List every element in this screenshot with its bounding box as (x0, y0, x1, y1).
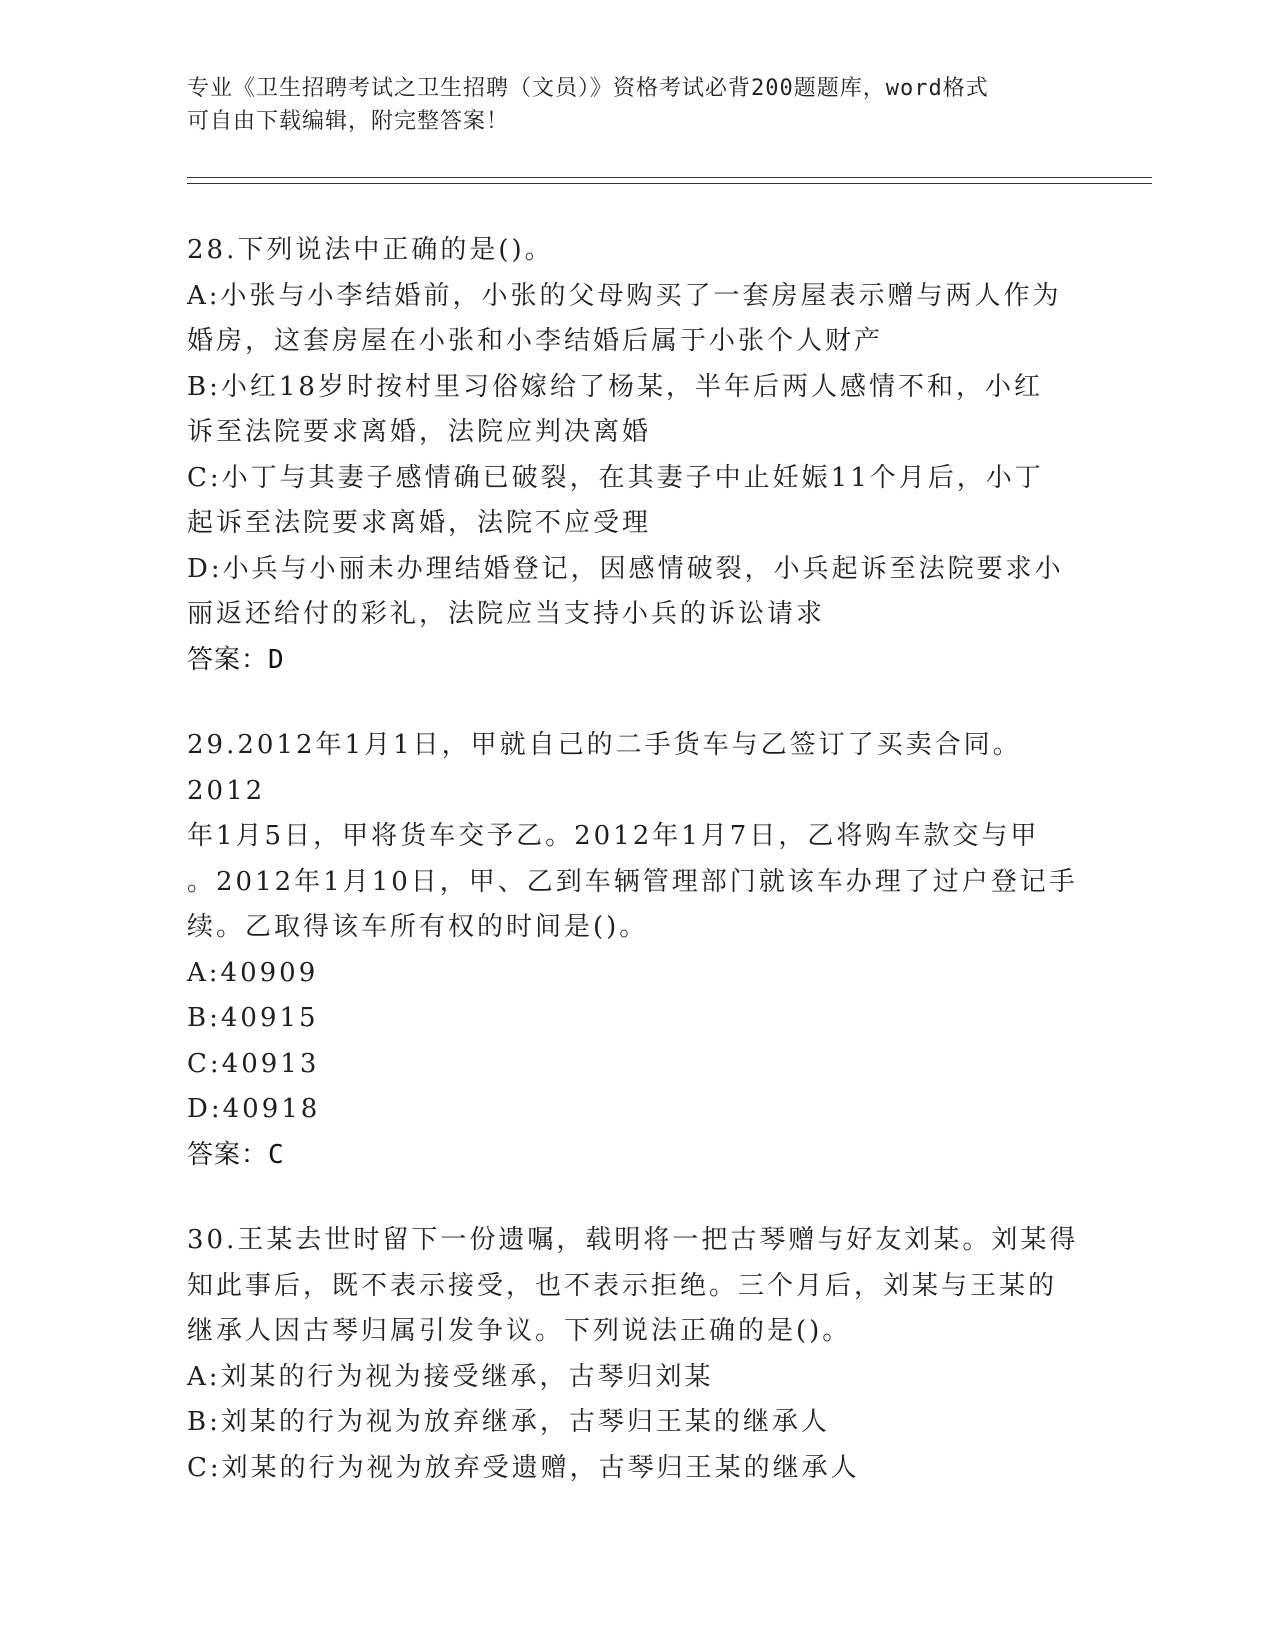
question-stem-continued: 继承人因古琴归属引发争议。下列说法正确的是()。 (187, 1316, 852, 1346)
option-a-continued: 婚房，这套房屋在小张和小李结婚后属于小张个人财产 (187, 326, 884, 356)
question-stem: 29.2012年1月1日，甲就自己的二手货车与乙签订了买卖合同。2012 (187, 730, 1022, 806)
question-29 (187, 723, 1087, 1178)
answer-label: 答案：D (187, 644, 285, 675)
option-c: C:刘某的行为视为放弃受遗赠，古琴归王某的继承人 (187, 1452, 860, 1483)
question-28 (187, 228, 1087, 683)
question-stem: 28.下列说法中正确的是()。 (187, 235, 554, 265)
option-d: D:40918 (187, 1094, 321, 1124)
question-list (187, 228, 1087, 1531)
option-a: A:刘某的行为视为接受继承，古琴归刘某 (187, 1361, 714, 1392)
question-stem: 30.王某去世时留下一份遗嘱，载明将一把古琴赠与好友刘某。刘某得 (187, 1225, 1079, 1255)
header-line-1: 专业《卫生招聘考试之卫生招聘（文员）》资格考试必背200题题库，word格式 (187, 76, 989, 101)
question-stem-continued: 续。乙取得该车所有权的时间是()。 (187, 912, 649, 942)
option-b: B:小红18岁时按村里习俗嫁给了杨某，半年后两人感情不和，小红 (187, 371, 1043, 402)
question-stem-continued: 年1月5日，甲将货车交予乙。2012年1月7日，乙将购车款交与甲 (187, 821, 1040, 851)
option-c: C:40913 (187, 1048, 320, 1079)
option-c-continued: 起诉至法院要求离婚，法院不应受理 (187, 508, 652, 538)
option-d-continued: 丽返还给付的彩礼，法院应当支持小兵的诉讼请求 (187, 599, 826, 629)
option-c: C:小丁与其妻子感情确已破裂，在其妻子中止妊娠11个月后，小丁 (187, 462, 1044, 493)
header-divider (187, 177, 1152, 184)
question-stem-continued: 知此事后，既不表示接受，也不表示拒绝。三个月后，刘某与王某的 (187, 1270, 1058, 1301)
option-a: A:40909 (187, 957, 319, 988)
option-a: A:小张与小李结婚前，小张的父母购买了一套房屋表示赠与两人作为 (187, 280, 1062, 311)
header-line-2: 可自由下载编辑，附完整答案！ (187, 109, 510, 134)
option-b: B:40915 (187, 1003, 319, 1033)
option-b: B:刘某的行为视为放弃继承，古琴归王某的继承人 (187, 1407, 830, 1437)
option-d: D:小兵与小丽未办理结婚登记，因感情破裂，小兵起诉至法院要求小 (187, 553, 1064, 584)
question-30 (187, 1218, 1087, 1491)
answer-label: 答案：C (187, 1139, 285, 1170)
question-stem-continued: 。2012年1月10日，甲、乙到车辆管理部门就该车办理了过户登记手 (187, 866, 1078, 897)
document-header (187, 72, 1067, 138)
option-b-continued: 诉至法院要求离婚，法院应判决离婚 (187, 417, 652, 447)
